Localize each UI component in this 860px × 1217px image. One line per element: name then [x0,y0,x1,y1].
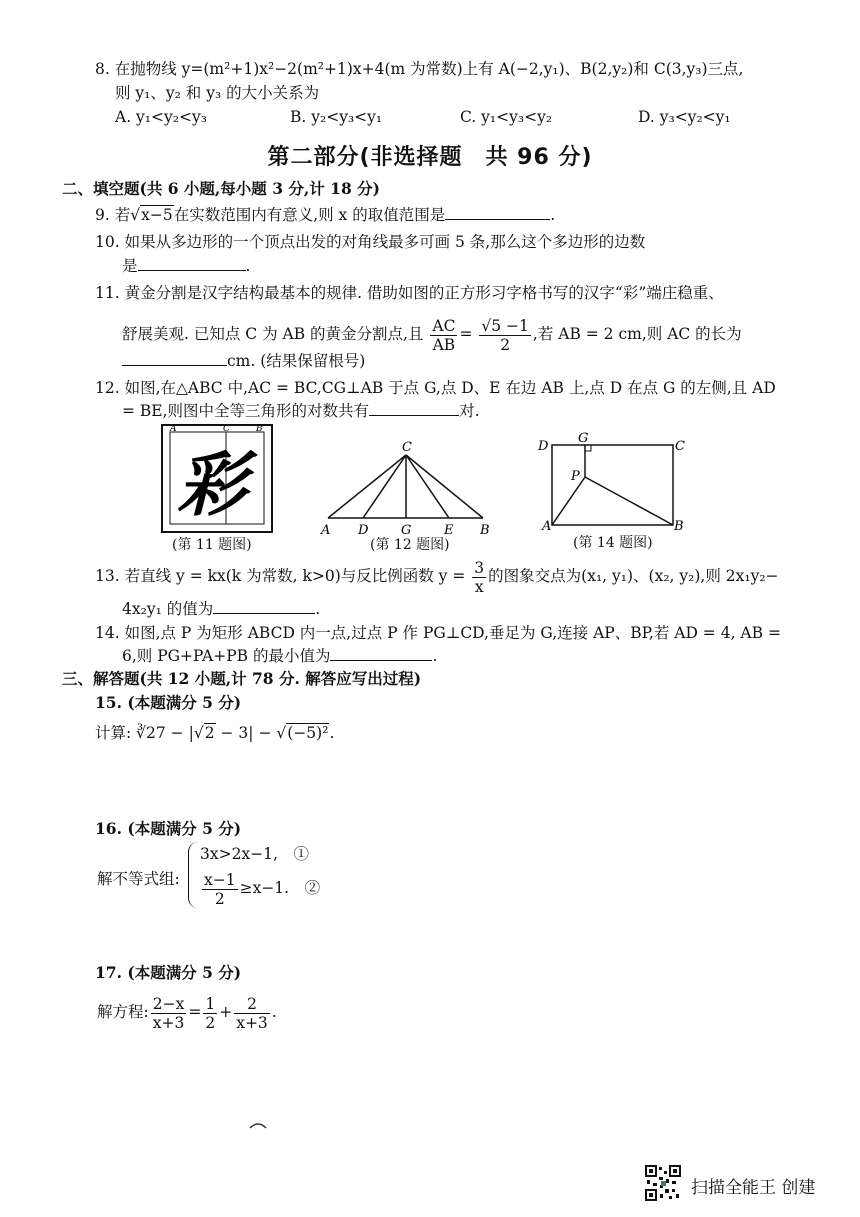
q12-line2-pre: = BE,则图中全等三角形的对数共有 [122,402,370,420]
q15-radicand: 2 [204,724,215,742]
q11-ratio-numerator: AC [432,316,456,335]
q17-equals: = [188,1003,202,1021]
q10-line2 [122,255,250,277]
fig12-label-c: C [402,440,412,455]
q15-heading: 15. (本题满分 5 分) [95,693,242,712]
fig12-side-ca [328,455,406,518]
fig11-caption: (第 11 题图) [172,537,252,553]
fig11-label-b: B [256,424,263,434]
q11-line2 [122,314,742,354]
q13-pre: 13. 若直线 y = kx(k 为常数, k>0)与反比例函数 y = [95,567,466,585]
q17-fraction-2 [203,995,217,1032]
q14-end: . [432,647,438,665]
fig12-caption: (第 12 题图) [370,537,450,553]
scanner-watermark [645,1165,845,1201]
q15-sqrt-square: √(−5)² [276,724,329,742]
q13-answer-blank[interactable] [213,599,315,614]
part2-title: 第二部分(非选择题 共 96 分) [267,145,593,170]
fig12-label-e: E [444,523,454,538]
fig12-segment-cd [363,455,406,518]
fig12-label-d: D [358,523,369,538]
q15-body-mid: − 3| − [215,724,277,742]
q11-golden-fraction [479,317,531,354]
q8-option-d: D. y₃<y₂<y₁ [638,108,731,126]
q12-line2 [122,400,480,422]
q16-label: 解不等式组: [97,870,180,888]
q13-line1 [95,556,779,596]
q16-fraction [202,871,238,908]
q16-numerator: x−1 [204,870,236,889]
q9-post: 在实数范围内有意义,则 x 的取值范围是 [173,206,446,224]
q9-radicand: x−5 [141,206,173,224]
q15-body-pre: 计算: ∛27 − | [95,724,194,742]
q12-answer-blank[interactable] [369,401,459,416]
fig14-segment-pb [585,477,673,525]
q13-fraction [472,559,486,596]
fig12-label-a: A [321,523,331,538]
q8-option-c: C. y₁<y₃<y₂ [460,108,553,126]
q11-ratio-fraction [430,317,457,354]
q11-ratio-denominator: AB [432,335,456,354]
q8-option-b: B. y₂<y₃<y₁ [290,108,383,126]
q15-sqrt2: √2 [193,724,215,742]
q17-fraction-3 [234,995,270,1032]
q8-option-a: A. y₁<y₂<y₃ [115,108,207,126]
fig14-label-g: G [578,431,589,446]
q17-f1-denominator: x+3 [152,1013,185,1032]
q16-heading: 16. (本题满分 5 分) [95,819,242,838]
fig11-label-a: A [170,424,177,434]
q17-equation [97,992,277,1032]
q17-plus: + [219,1003,233,1021]
q17-end: . [271,1003,277,1021]
fig11-label-c: C [223,424,230,434]
q17-heading: 17. (本题满分 5 分) [95,963,242,982]
q10-line1: 10. 如果从多边形的一个顶点出发的对角线最多可画 5 条,那么这个多边形的边数 [95,233,646,251]
q15-body-end: . [329,724,335,742]
fig11-character: 彩 [177,443,247,526]
fig14-label-d: D [538,439,549,454]
q9-pre: 9. 若 [95,206,131,224]
q17-f2-numerator: 1 [205,994,216,1013]
q11-answer-blank[interactable] [122,351,227,366]
q10-end: . [245,257,251,275]
q17-f3-numerator: 2 [234,995,270,1014]
q11-equals: = [459,325,473,343]
q15-radicand2: (−5)² [287,724,329,742]
q10-answer-blank[interactable] [138,256,246,271]
q14-line2-pre: 6,则 PG+PA+PB 的最小值为 [122,647,331,665]
q11-line3-post: cm. (结果保留根号) [227,352,366,370]
q16-denominator: 2 [214,889,225,908]
q14-line1: 14. 如图,点 P 为矩形 ABCD 内一点,过点 P 作 PG⊥CD,垂足为 G,连接 AP、BP,若 AD = 4, AB = [95,624,781,642]
q13-numerator: 3 [474,558,485,577]
fig12-side-cb [406,455,483,518]
q13-post: 的图象交点为(x₁, y₁)、(x₂, y₂),则 2x₁y₂− [488,567,779,585]
q13-line2-pre: 4x₂y₁ 的值为 [122,600,214,618]
q11-golden-numerator: √5 −1 [481,316,529,335]
q16-inequality-2 [200,868,320,908]
q13-end: . [315,600,321,618]
q13-line2 [122,598,320,620]
q9 [95,204,555,226]
fig14-label-p: P [571,469,580,484]
q12-line2-post: 对. [459,402,480,420]
q11-line1: 11. 黄金分割是汉字结构最基本的规律. 借助如图的正方形习字格书写的汉字“彩”端庄稳重、 [95,284,724,302]
scan-mark [248,1120,268,1130]
q12-line1: 12. 如图,在△ABC 中,AC = BC,CG⊥AB 于点 G,点 D、E 在边 AB 上,点 D 在点 G 的左侧,且 AD [95,379,776,397]
q9-end: . [550,206,556,224]
qr-code-icon [645,1165,681,1201]
q16-inequality-1: 3x>2x−1, ① [200,845,309,863]
section2-heading: 二、填空题(共 6 小题,每小题 3 分,计 18 分) [62,179,380,198]
fig12-segment-ce [406,455,449,518]
q14-line2 [122,645,437,667]
q10-line2-pre: 是 [122,257,138,275]
q17-f1-numerator: 2−x [152,994,185,1013]
figure-12 [318,440,496,540]
q17-f2-denominator: 2 [205,1013,216,1032]
fig14-rectangle-abcd [552,445,673,525]
fig12-label-b: B [480,523,490,538]
q14-answer-blank[interactable] [330,646,432,661]
q16-left-brace [188,842,199,908]
q11-line2-pre: 舒展美观. 已知点 C 为 AB 的黄金分割点,且 [122,325,424,343]
fig12-label-g: G [401,523,412,538]
fig14-segment-pa [552,477,585,525]
q13-denominator: x [474,577,484,596]
q9-answer-blank[interactable] [445,205,550,220]
q11-golden-denominator: 2 [500,335,511,354]
q17-label: 解方程: [97,1003,149,1021]
scanner-watermark-text: 扫描全能王 创建 [691,1178,816,1198]
q8-stem-line2: 则 y₁、y₂ 和 y₃ 的大小关系为 [115,84,320,102]
q17-fraction-1 [151,995,187,1032]
fig14-label-c: C [675,439,685,454]
figure-11 [160,423,275,535]
q17-f3-denominator: x+3 [236,1013,268,1032]
section3-heading: 三、解答题(共 12 小题,计 78 分. 解答应写出过程) [62,669,422,688]
q15-body [95,722,334,744]
q11-line3 [122,350,365,372]
fig14-caption: (第 14 题图) [573,535,653,551]
q16-inequality-2-post: ≥x−1. ② [239,879,321,897]
figure-14 [535,430,695,535]
q11-line2-post: ,若 AB = 2 cm,则 AC 的长为 [532,325,742,343]
fig14-label-b: B [674,519,684,534]
q9-radical: √x−5 [130,206,173,224]
fig14-label-a: A [542,519,552,534]
q8-stem-line1: 8. 在抛物线 y=(m²+1)x²−2(m²+1)x+4(m 为常数)上有 A(−2,y₁)、B(2,y₂)和 C(3,y₃)三点, [95,60,744,78]
